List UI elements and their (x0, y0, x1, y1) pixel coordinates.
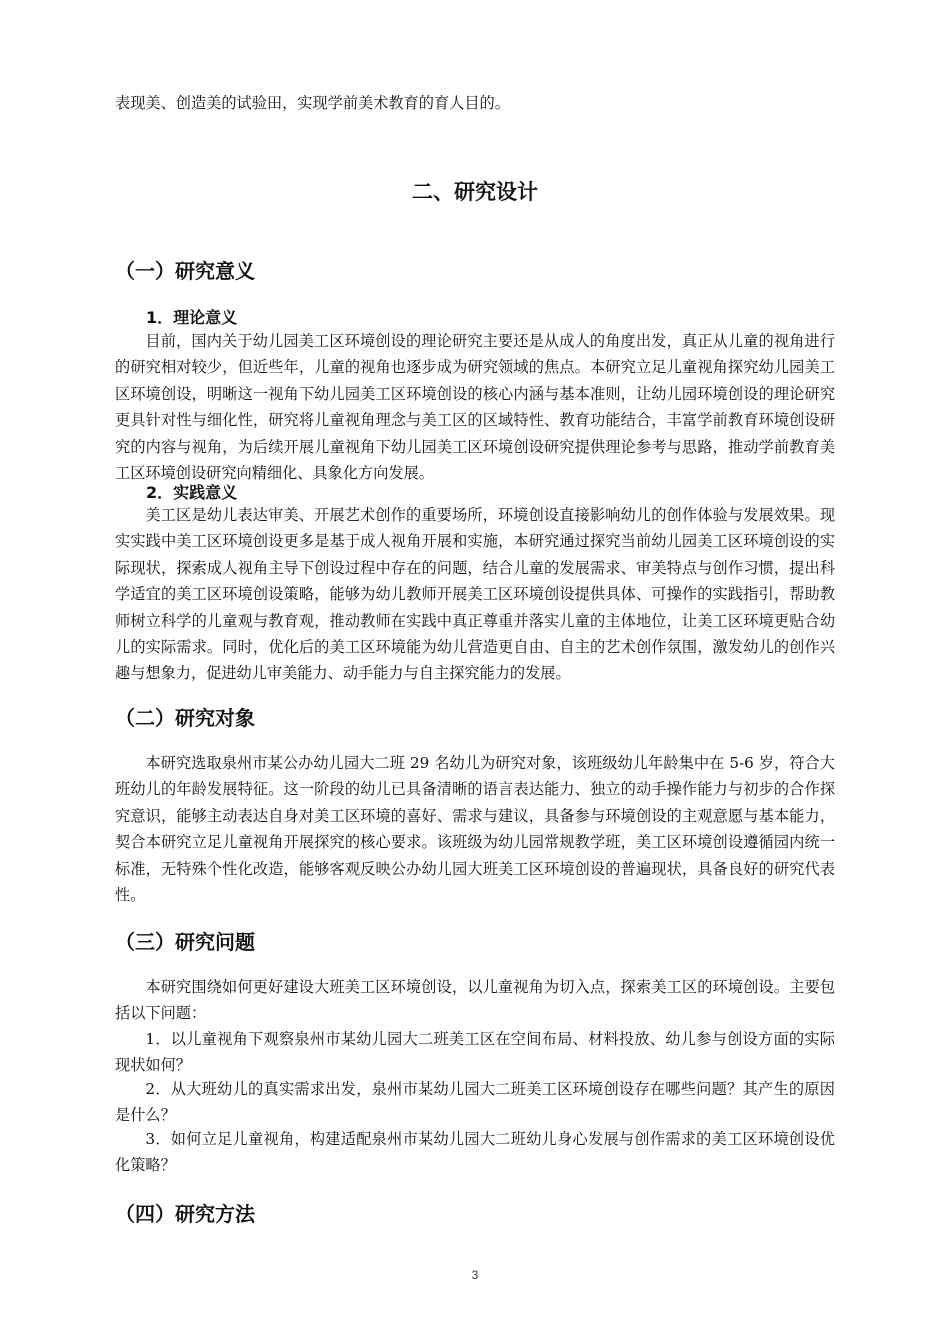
page-number: 3 (471, 1268, 479, 1282)
heading-theory-significance: 1．理论意义 (146, 308, 238, 327)
intro-tail-paragraph: 表现美、创造美的试验田，实现学前美术教育的育人目的。 (115, 94, 510, 112)
paragraph-questions-intro: 本研究围绕如何更好建设大班美工区环境创设，以儿童视角为切入点，探索美工区的环境创设。主要包括以下问题： (115, 978, 835, 1023)
question-item-1: 1．以儿童视角下观察泉州市某幼儿园大二班美工区在空间布局、材料投放、幼儿参与创设方面的实际现状如何？ (115, 1030, 835, 1075)
paragraph-practice-significance: 美工区是幼儿表达审美、开展艺术创作的重要场所，环境创设直接影响幼儿的创作体验与发展效果。现实实践中美工区环境创设更多是基于成人视角开展和实施，本研究通过探究当前幼儿园美工区环境创设的实际现状，探索成人视角主导下创设过程中存在的问题，结合儿童的发展需求、审美特点与创作习惯，提出科学适宜的美工区环境创设策略，能够为幼儿教师开展美工区环境创设提供具体、可操作的实践指引，帮助教师树立科学的儿童观与教育观，推动教师在实践中真正尊重并落实儿童的主体地位，让美工区环境更贴合幼儿的实际需求。同时，优化后的美工区环境能为幼儿营造更自由、自主的艺术创作氛围，激发幼儿的创作兴趣与想象力，促进幼儿审美能力、动手能力与自主探究能力的发展。 (115, 506, 835, 683)
heading-practice-significance: 2．实践意义 (146, 483, 238, 502)
question-item-3: 3．如何立足儿童视角，构建适配泉州市某幼儿园大二班幼儿身心发展与创作需求的美工区环境创设优化策略？ (115, 1130, 835, 1175)
subsection-title-methods: （四）研究方法 (115, 1202, 255, 1226)
subsection-title-significance: （一）研究意义 (115, 259, 255, 283)
subsection-title-subjects: （二）研究对象 (115, 706, 255, 730)
paragraph-subjects: 本研究选取泉州市某公办幼儿园大二班 29 名幼儿为研究对象，该班级幼儿年龄集中在 5-6 岁，符合大班幼儿的年龄发展特征。这一阶段的幼儿已具备清晰的语言表达能力、独立的动手操作能力与初步的合作探究意识，能够主动表达自身对美工区环境的喜好、需求与建议，具备参与环境创设的主观意愿与基本能力，契合本研究立足儿童视角开展探究的核心要求。该班级为幼儿园常规教学班，美工区环境创设遵循园内统一标准，无特殊个性化改造，能够客观反映公办幼儿园大班美工区环境创设的普遍现状，具备良好的研究代表性。 (115, 754, 835, 905)
section-title: 二、研究设计 (412, 180, 538, 204)
subsection-title-questions: （三）研究问题 (115, 930, 255, 954)
question-item-2: 2．从大班幼儿的真实需求出发，泉州市某幼儿园大二班美工区环境创设存在哪些问题？其产生的原因是什么？ (115, 1080, 835, 1125)
paragraph-theory-significance: 目前，国内关于幼儿园美工区环境创设的理论研究主要还是从成人的角度出发，真正从儿童的视角进行的研究相对较少，但近些年，儿童的视角也逐步成为研究领域的焦点。本研究立足儿童视角探究幼儿园美工区环境创设，明晰这一视角下幼儿园美工区环境创设的核心内涵与基本准则，让幼儿园环境创设的理论研究更具针对性与细化性，研究将儿童视角理念与美工区的区域特性、教育功能结合，丰富学前教育环境创设研究的内容与视角，为后续开展儿童视角下幼儿园美工区环境创设研究提供理论参考与思路，推动学前教育美工区环境创设研究向精细化、具象化方向发展。 (115, 332, 835, 483)
